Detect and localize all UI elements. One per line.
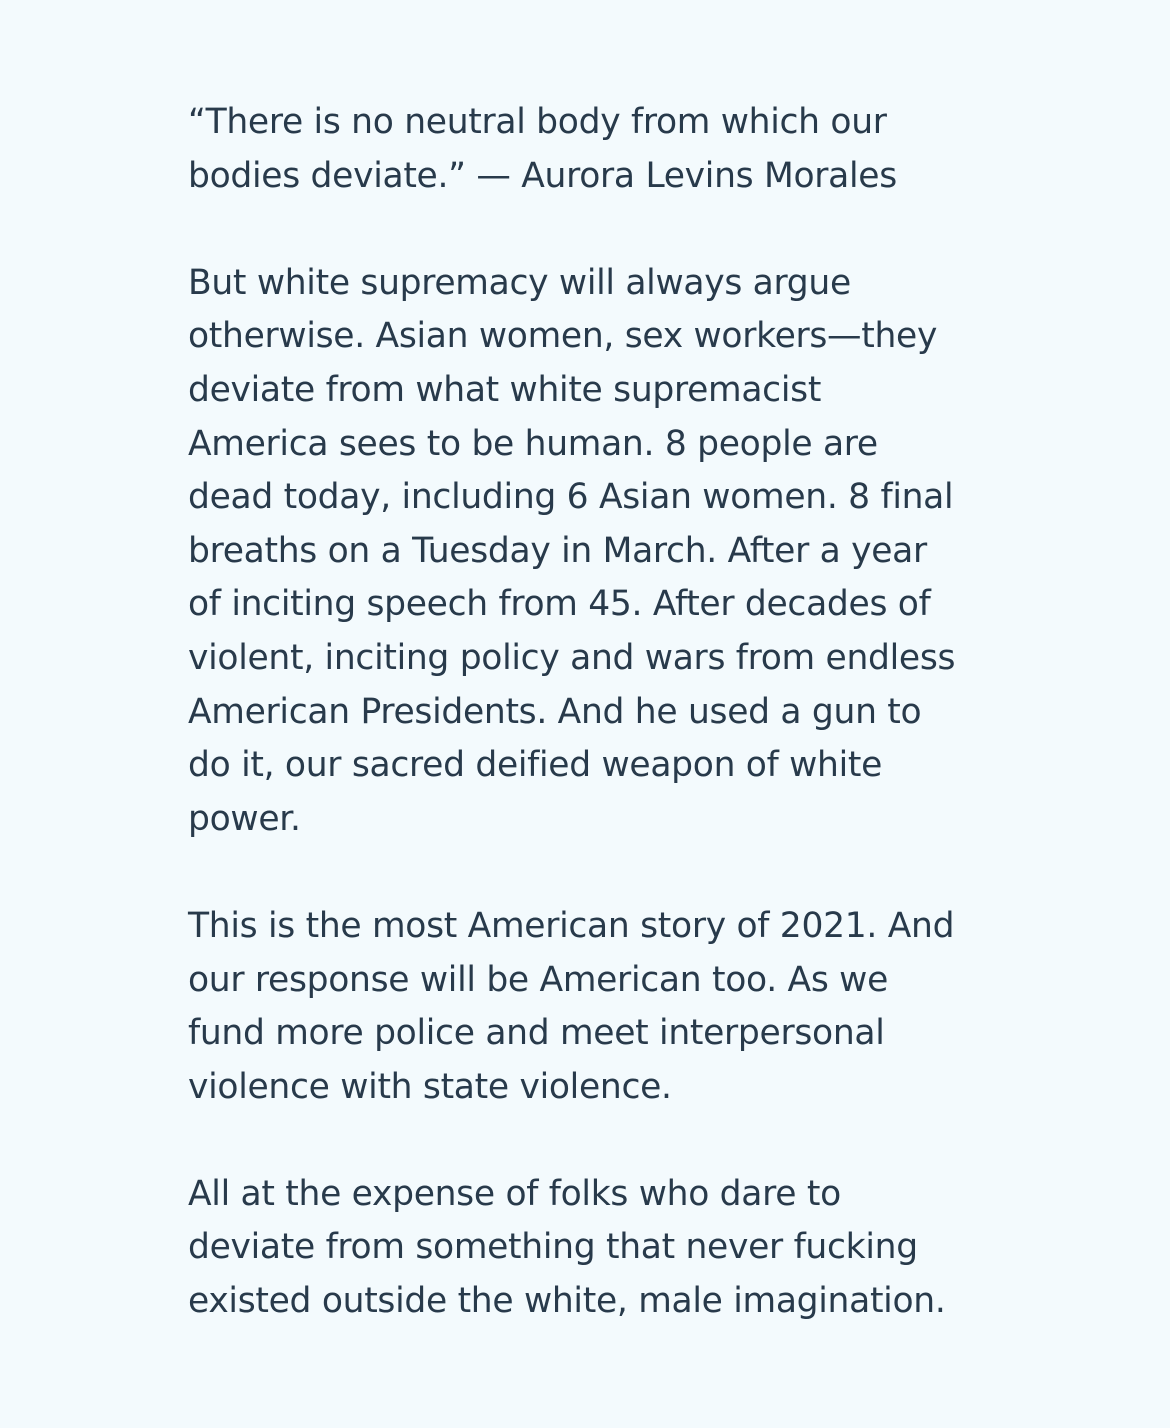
text-line: American Presidents. And he used a gun to — [188, 691, 922, 732]
text-line: But white supremacy will always argue — [188, 262, 851, 303]
closing-paragraph — [188, 1168, 988, 1329]
text-line: This is the most American story of 2021. And — [188, 905, 955, 946]
text-line: do it, our sacred deified weapon of white — [188, 745, 883, 786]
body-paragraph — [188, 257, 988, 847]
text-line: violence with state violence. — [188, 1066, 672, 1107]
text-line: otherwise. Asian women, sex workers—they — [188, 316, 938, 357]
text-line: our response will be American too. As we — [188, 959, 889, 1000]
text-line: bodies deviate.” — Aurora Levins Morales — [188, 155, 897, 196]
text-line: dead today, including 6 Asian women. 8 final — [188, 477, 954, 518]
text-line: All at the expense of folks who dare to — [188, 1173, 841, 1214]
text-line: “There is no neutral body from which our — [188, 102, 887, 142]
text-line: deviate from what white supremacist — [188, 369, 822, 410]
post-text — [188, 96, 988, 1329]
text-line: deviate from something that never fucking — [188, 1227, 918, 1268]
text-line: power. — [188, 798, 301, 839]
body-paragraph — [188, 900, 988, 1114]
text-line: violent, inciting policy and wars from endless — [188, 637, 956, 678]
text-line: fund more police and meet interpersonal — [188, 1013, 885, 1054]
quote-paragraph — [188, 96, 988, 203]
text-line: existed outside the white, male imagination. — [188, 1281, 946, 1322]
text-line: America sees to be human. 8 people are — [188, 423, 878, 464]
text-line: of inciting speech from 45. After decades of — [188, 584, 931, 625]
text-line: breaths on a Tuesday in March. After a year — [188, 530, 927, 571]
